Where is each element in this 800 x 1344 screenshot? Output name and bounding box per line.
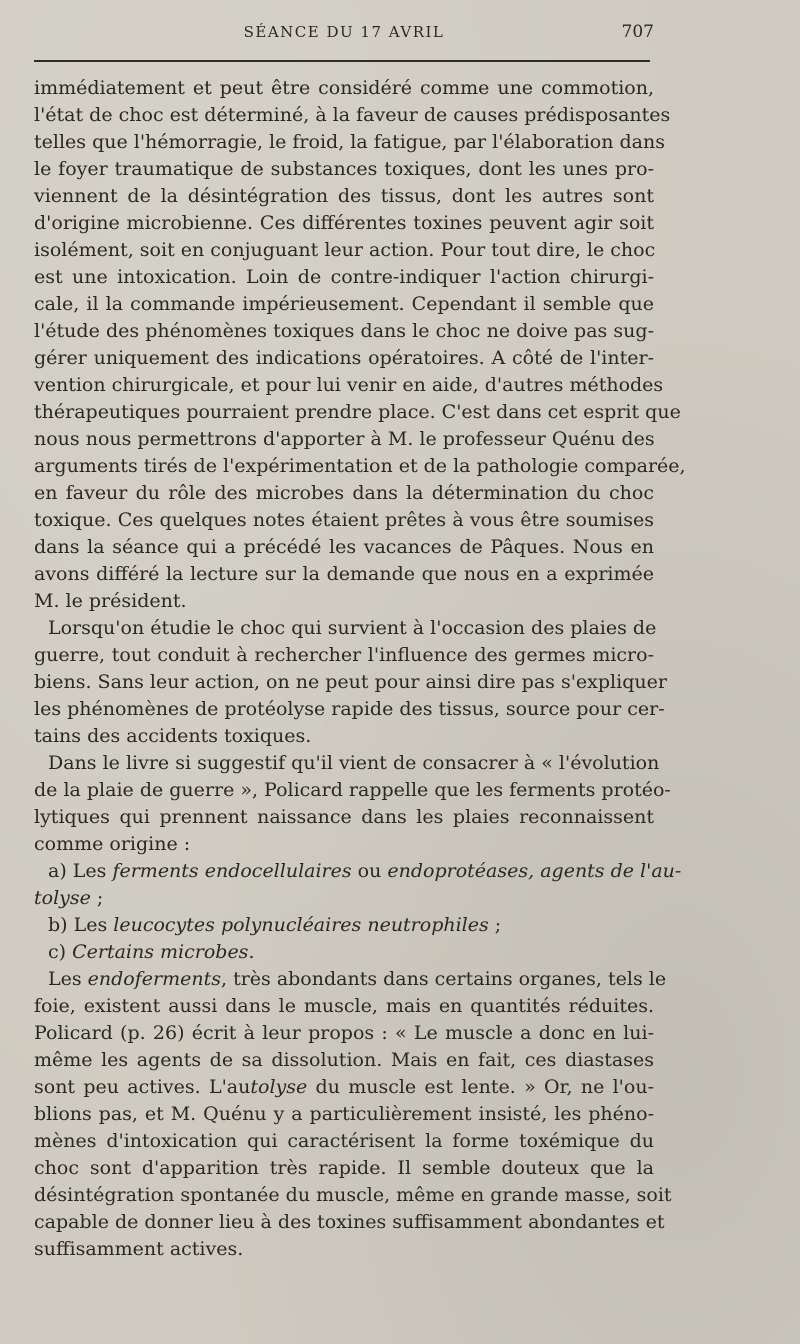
italic-term: ferments endocellulaires xyxy=(112,860,352,882)
text-line: avons différé la lecture sur la demande que nous en a exprimée xyxy=(34,563,654,585)
body-text xyxy=(34,75,686,1263)
text-line: comme origine : xyxy=(34,833,191,855)
text-line: nous nous permettrons d'apporter à M. le professeur Quénu des xyxy=(34,428,655,450)
text-line: les phénomènes de protéolyse rapide des tissus, source pour cer- xyxy=(34,698,665,720)
text-line: l'étude des phénomènes toxiques dans le choc ne doive pas sug- xyxy=(34,320,654,342)
text-line: d'origine microbienne. Ces différentes toxines peuvent agir soit xyxy=(34,212,654,234)
text-line: suffisamment actives. xyxy=(34,1238,244,1260)
text-line: capable de donner lieu à des toxines suffisamment abondantes et xyxy=(34,1211,665,1233)
text-line: dans la séance qui a précédé les vacances de Pâques. Nous en xyxy=(34,536,654,558)
text-line: thérapeutiques pourraient prendre place. C'est dans cet esprit que xyxy=(34,401,681,423)
text-line: c) Certains microbes. xyxy=(48,941,255,963)
text-line: biens. Sans leur action, on ne peut pour ainsi dire pas s'expliquer xyxy=(34,671,667,693)
italic-term: tolyse xyxy=(34,887,91,909)
text-line: Dans le livre si suggestif qu'il vient de consacrer à « l'évolution xyxy=(48,752,660,774)
text-line: mènes d'intoxication qui caractérisent la forme toxémique du xyxy=(34,1130,654,1152)
page-number: 707 xyxy=(621,22,654,42)
text-line: immédiatement et peut être considéré comme une commotion, xyxy=(34,77,654,99)
text-line: gérer uniquement des indications opératoires. A côté de l'inter- xyxy=(34,347,654,369)
text-line: l'état de choc est déterminé, à la faveur de causes prédisposantes xyxy=(34,104,671,126)
italic-term: leucocytes polynucléaires neutrophiles xyxy=(113,914,489,936)
text-line: isolément, soit en conjuguant leur action. Pour tout dire, le choc xyxy=(34,239,656,261)
text-line: tolyse ; xyxy=(34,887,104,909)
text-line: guerre, tout conduit à rechercher l'influence des germes micro- xyxy=(34,644,654,666)
italic-term: tolyse xyxy=(250,1076,308,1098)
text-line: M. le président. xyxy=(34,590,187,612)
text-line: cale, il la commande impérieusement. Cependant il semble que xyxy=(34,293,654,315)
italic-term: endoprotéases, agents de l'au- xyxy=(387,860,682,882)
text-line: foie, existent aussi dans le muscle, mais en quantités réduites. xyxy=(34,995,654,1017)
text-line: Lorsqu'on étudie le choc qui survient à l'occasion des plaies de xyxy=(48,617,657,639)
text-line: le foyer traumatique de substances toxiques, dont les unes pro- xyxy=(34,158,654,180)
text-line: toxique. Ces quelques notes étaient prêtes à vous être soumises xyxy=(34,509,654,531)
text-line: a) Les ferments endocellulaires ou endoprotéases, agents de l'au- xyxy=(48,860,682,882)
text-line: désintégration spontanée du muscle, même en grande masse, soit xyxy=(34,1184,672,1206)
text-line: Les endoferments, très abondants dans certains organes, tels le xyxy=(48,968,667,990)
text-line: b) Les leucocytes polynucléaires neutrophiles ; xyxy=(48,914,502,936)
text-line: arguments tirés de l'expérimentation et de la pathologie comparée, xyxy=(34,455,686,477)
running-title: SÉANCE DU 17 AVRIL xyxy=(243,23,445,41)
italic-term: endoferments xyxy=(87,968,221,990)
text-line: même les agents de sa dissolution. Mais en fait, ces diastases xyxy=(34,1049,654,1071)
text-line: telles que l'hémorragie, le froid, la fatigue, par l'élaboration dans xyxy=(34,131,665,153)
text-line: sont peu actives. L'autolyse du muscle est lente. » Or, ne l'ou- xyxy=(34,1076,654,1098)
text-line: tains des accidents toxiques. xyxy=(34,725,312,747)
text-line: lytiques qui prennent naissance dans les plaies reconnaissent xyxy=(34,806,654,828)
running-header xyxy=(34,18,654,46)
text-line: est une intoxication. Loin de contre-indiquer l'action chirurgi- xyxy=(34,266,654,288)
text-line: vention chirurgicale, et pour lui venir en aide, d'autres méthodes xyxy=(34,374,664,396)
text-line: blions pas, et M. Quénu y a particulièrement insisté, les phéno- xyxy=(34,1103,654,1125)
text-line: viennent de la désintégration des tissus, dont les autres sont xyxy=(34,185,654,207)
text-line: de la plaie de guerre », Policard rappelle que les ferments protéo- xyxy=(34,779,671,801)
italic-term: Certains microbes. xyxy=(72,941,255,963)
text-line: choc sont d'apparition très rapide. Il semble douteux que la xyxy=(34,1157,654,1179)
header-rule xyxy=(34,60,650,62)
text-line: en faveur du rôle des microbes dans la détermination du choc xyxy=(34,482,654,504)
text-line: Policard (p. 26) écrit à leur propos : « Le muscle a donc en lui- xyxy=(34,1022,654,1044)
